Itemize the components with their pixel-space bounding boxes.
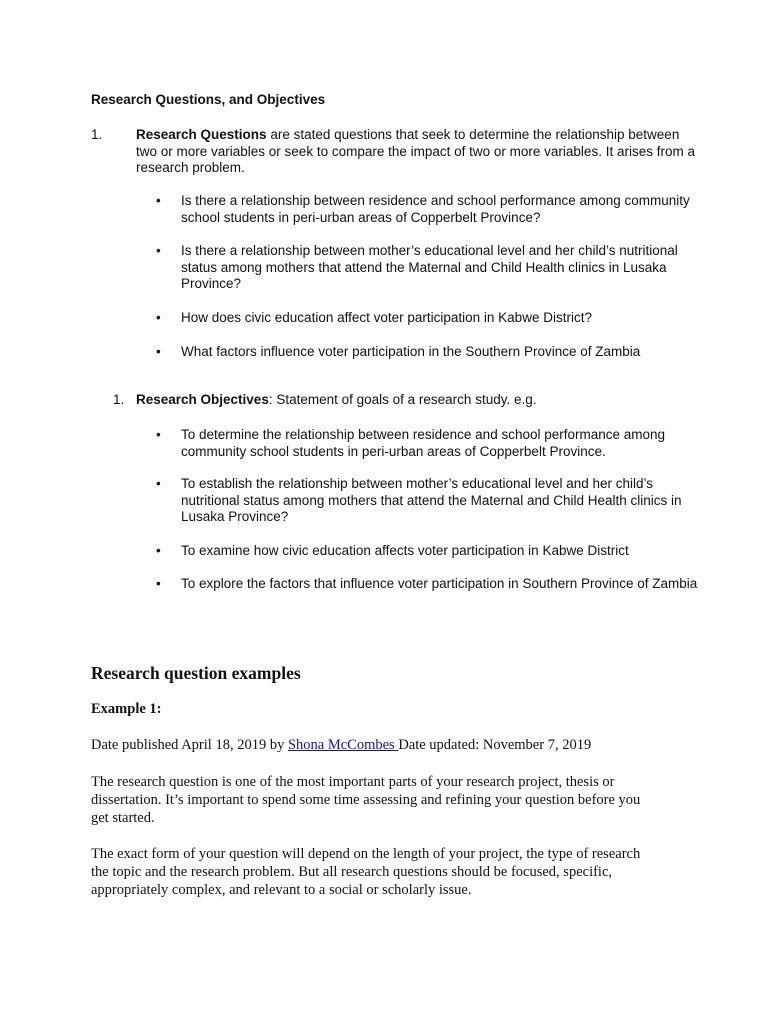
bullet-icon: • (156, 344, 161, 359)
list-item (156, 243, 701, 293)
bullet-icon: • (156, 576, 161, 591)
list-item-text: What factors influence voter participation in the Southern Province of Zambia (181, 344, 641, 359)
publication-info (91, 736, 591, 754)
paragraph: The research question is one of the most important parts of your research project, thesis or dissertation. It’s important to spend some time assessing and refining your question before you get started. (91, 774, 641, 826)
list-number: 1. (91, 127, 103, 142)
term-research-objectives: Research Objectives (136, 392, 269, 407)
list-item (156, 543, 701, 560)
bullet-icon: • (156, 427, 161, 442)
list-item-text: To establish the relationship between mother’s educational level and her child’s nutritional status among mothers that attend the Maternal and Child Health clinics in Lusaka Province? (181, 476, 682, 524)
section-heading: Research Questions, and Objectives (91, 92, 326, 107)
list-item-text: To examine how civic education affects voter participation in Kabwe District (181, 543, 629, 558)
list-item (156, 476, 701, 526)
bullet-icon: • (156, 476, 161, 491)
list-item-text: To determine the relationship between residence and school performance among community school students in peri-urban areas of Copperbelt Province. (181, 427, 666, 459)
definition-text: : Statement of goals of a research study. e.g. (268, 392, 537, 407)
bullet-icon: • (156, 193, 161, 208)
paragraph: The exact form of your question will depend on the length of your project, the type of research the topic and the research problem. But all research questions should be focused, specific, appropriately complex, and relevant to a social or scholarly issue. (91, 846, 641, 898)
definition-text: are stated questions that seek to determine the relationship between two or more variables or seek to compare the impact of two or more variables. It arises from a research problem. (136, 127, 695, 175)
research-questions-definition (136, 127, 696, 177)
research-objectives-definition (136, 392, 696, 409)
list-item-text: Is there a relationship between mother’s educational level and her child’s nutritional status among mothers that attend the Maternal and Child Health clinics in Lusaka Province? (181, 243, 678, 291)
bullet-icon: • (156, 543, 161, 558)
list-item (156, 193, 701, 226)
list-item-text: How does civic education affect voter participation in Kabwe District? (181, 310, 592, 325)
list-item (156, 427, 701, 460)
term-research-questions: Research Questions (136, 127, 267, 142)
section-heading: Research question examples (91, 663, 301, 683)
list-number: 1. (113, 392, 125, 407)
example-label: Example 1: (91, 701, 162, 717)
list-item (156, 576, 701, 593)
bullet-icon: • (156, 310, 161, 325)
list-item-text: To explore the factors that influence voter participation in Southern Province of Zambia (181, 576, 698, 591)
list-item (156, 344, 701, 361)
date-updated: Date updated: November 7, 2019 (398, 737, 592, 753)
date-published: Date published April 18, 2019 by (91, 737, 288, 753)
list-item-text: Is there a relationship between residence and school performance among community school students in peri-urban areas of Copperbelt Province? (181, 193, 690, 225)
list-item (156, 310, 701, 327)
author-link[interactable]: Shona McCombes (287, 737, 399, 753)
bullet-icon: • (156, 243, 161, 258)
